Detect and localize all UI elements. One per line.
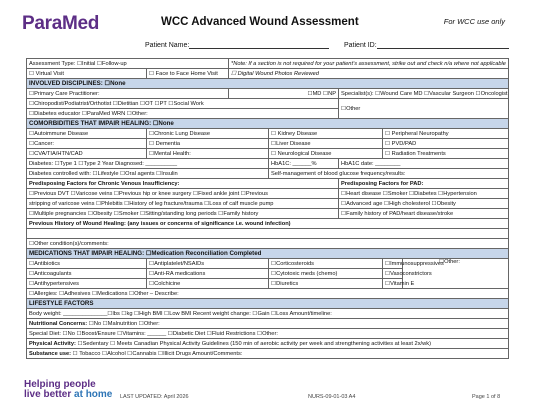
assessment-form-table (26, 58, 509, 359)
form-title: WCC Advanced Wound Assessment (161, 16, 359, 28)
educator-wrn-other[interactable]: ☐Diabetes educator ☐ParaMed WRN ☐Other: (27, 109, 339, 119)
patient-name-field[interactable]: Patient Name: (145, 40, 329, 49)
patient-id-field[interactable]: Patient ID: (344, 40, 509, 49)
other-medication-field[interactable]: ☐Other: (403, 259, 509, 289)
other-conditions-field[interactable]: ☐Other condition(s)/comments: (27, 239, 509, 249)
med-cell[interactable]: ☐Anti-RA medications (147, 269, 269, 279)
med-cell[interactable]: ☐Antiplatelet/NSAIDs (147, 259, 269, 269)
comorb-cell[interactable]: ☐ PVD/PAD (383, 139, 509, 149)
md-np-checkbox[interactable]: ☐MD ☐NP (229, 89, 339, 99)
pad-factors-3[interactable]: ☐Family history of PAD/heart disease/stroke (339, 209, 509, 219)
comorb-cell[interactable]: ☐Cancer: (27, 139, 147, 149)
note-text: *Note: If a section is not required for your patient’s assessment, strike out and check n/a where not applicable (229, 59, 509, 69)
med-cell[interactable]: ☐Anticoagulants (27, 269, 147, 279)
comorbidities-header: COMORBIDITIES THAT IMPAIR HEALING: ☐None (27, 119, 509, 129)
lifestyle-header: LIFESTYLE FACTORS (27, 299, 509, 309)
specialists-field[interactable]: Specialist(s): ☐Wound Care MD ☐Vascular Surgeon ☐Oncologist (339, 89, 509, 99)
page-number: Page 1 of 8 (472, 394, 501, 400)
med-cell[interactable]: ☐Cytotoxic meds (chemo) (269, 269, 383, 279)
substance-use[interactable]: Substance use: ☐ Tobacco ☐Alcohol ☐Cannabis ☐Illicit Drugs Amount/Comments: (27, 349, 509, 359)
med-cell[interactable]: ☐Diuretics (269, 279, 383, 289)
self-management-field[interactable]: Self-management of blood glucose frequency/results: (269, 169, 509, 179)
pad-title: Predisposing Factors for PAD: (339, 179, 509, 189)
form-code: NURS-09-01-03 A4 (308, 394, 356, 400)
cvi-factors-1[interactable]: ☐Previous DVT ☐Varicose veins ☐Previous hip or knee surgery ☐Fixed ankle joint ☐Previous (27, 189, 339, 199)
pad-factors-1[interactable]: ☐Heart disease ☐Smoker ☐Diabetes ☐Hypertension (339, 189, 509, 199)
disciplines-header: INVOLVED DISCIPLINES: ☐None (27, 79, 509, 89)
assessment-type[interactable]: Assessment Type: ☐Initial ☐Follow-up (27, 59, 229, 69)
hba1c-date-field[interactable]: HbA1C date: ________ (339, 159, 509, 169)
med-cell[interactable]: ☐Corticosteroids (269, 259, 383, 269)
face-to-face-checkbox[interactable]: ☐ Face to Face Home Visit (147, 69, 229, 79)
comorb-cell[interactable]: ☐Autoimmune Disease (27, 129, 147, 139)
med-cell[interactable]: ☐Colchicine (147, 279, 269, 289)
comorb-cell[interactable]: ☐Liver Disease (269, 139, 383, 149)
special-diet[interactable]: Special Diet: ☐No ☐Boost/Ensure ☐Vitamins: ______ ☐Diabetic Diet ☐Fluid Restrictions ☐Other: (27, 329, 509, 339)
wound-history-label: Previous History of Wound Healing: (any issues or concerns of significance i.e. wound infection) (27, 219, 509, 229)
comorb-cell[interactable]: ☐ Peripheral Neuropathy (383, 129, 509, 139)
pad-factors-2[interactable]: ☐Advanced age ☐High cholesterol ☐Obesity (339, 199, 509, 209)
photos-reviewed-checkbox[interactable]: ☐ Digital Wound Photos Reviewed (229, 69, 509, 79)
allergies-field[interactable]: ☐Allergies: ☐Adhesives ☐Medications ☐Other – Describe: (27, 289, 509, 299)
primary-care-checkbox[interactable]: ☐Primary Care Practitioner: (27, 89, 229, 99)
paramed-logo: ParaMed (22, 13, 100, 34)
med-cell[interactable]: ☐Immunosuppressives (383, 259, 403, 269)
med-cell[interactable]: ☐Vasoconstrictors (383, 269, 403, 279)
cvi-title: Predisposing Factors for Chronic Venous Insufficiency: (27, 179, 339, 189)
last-updated: LAST UPDATED: April 2026 (120, 394, 189, 400)
comorb-cell[interactable]: ☐ Neurological Disease (269, 149, 383, 159)
footer-slogan: Helping people live better at home (24, 379, 113, 400)
virtual-visit-checkbox[interactable]: ☐ Virtual Visit (27, 69, 147, 79)
allied-health-checkboxes[interactable]: ☐Chiropodist/Podiatrist/Orthotist ☐Dietitian ☐OT ☐PT ☐Social Work (27, 99, 339, 109)
wcc-use-note: For WCC use only (443, 17, 505, 26)
med-cell[interactable]: ☐Vitamin E (383, 279, 403, 289)
body-weight-field[interactable]: Body weight: ______________☐lbs ☐kg ☐High BMI ☐Low BMI Recent weight change: ☐Gain ☐Loss Amount/timeline: (27, 309, 509, 319)
comorb-cell[interactable]: ☐CVA/TIA/HTN/CAD (27, 149, 147, 159)
wound-history-field[interactable] (27, 229, 509, 239)
other-specialist-checkbox[interactable]: ☐Other (339, 99, 509, 119)
nutritional-concerns[interactable]: Nutritional Concerns: ☐No ☐Malnutrition ☐Other: (27, 319, 509, 329)
cvi-factors-3[interactable]: ☐Multiple pregnancies ☐Obesity ☐Smoker ☐Sitting/standing long periods ☐Family history (27, 209, 339, 219)
comorb-cell[interactable]: ☐Chronic Lung Disease (147, 129, 269, 139)
physical-activity[interactable]: Physical Activity: ☐Sedentary ☐ Meets Canadian Physical Activity Guidelines (150 min of aerobic activity per week and strengthening activities at least 2x/wk) (27, 339, 509, 349)
diabetes-controlled-with[interactable]: Diabetes controlled with: ☐Lifestyle ☐Oral agents ☐Insulin (27, 169, 269, 179)
diabetes-type-field[interactable]: Diabetes: ☐Type 1 ☐Type 2 Year Diagnosed: __________ (27, 159, 269, 169)
medications-header: MEDICATIONS THAT IMPAIR HEALING: ☐Medication Reconciliation Completed (27, 249, 509, 259)
comorb-cell[interactable]: ☐Mental Health: (147, 149, 269, 159)
hba1c-field[interactable]: HbA1C: ______% (269, 159, 339, 169)
med-cell[interactable]: ☐Antibiotics (27, 259, 147, 269)
comorb-cell[interactable]: ☐ Dementia (147, 139, 269, 149)
med-cell[interactable]: ☐Antihypertensives (27, 279, 147, 289)
cvi-factors-2[interactable]: stripping of varicose veins ☐Phlebitis ☐History of leg fracture/trauma ☐Loss of calf muscle pump (27, 199, 339, 209)
comorb-cell[interactable]: ☐ Radiation Treatments (383, 149, 509, 159)
comorb-cell[interactable]: ☐ Kidney Disease (269, 129, 383, 139)
